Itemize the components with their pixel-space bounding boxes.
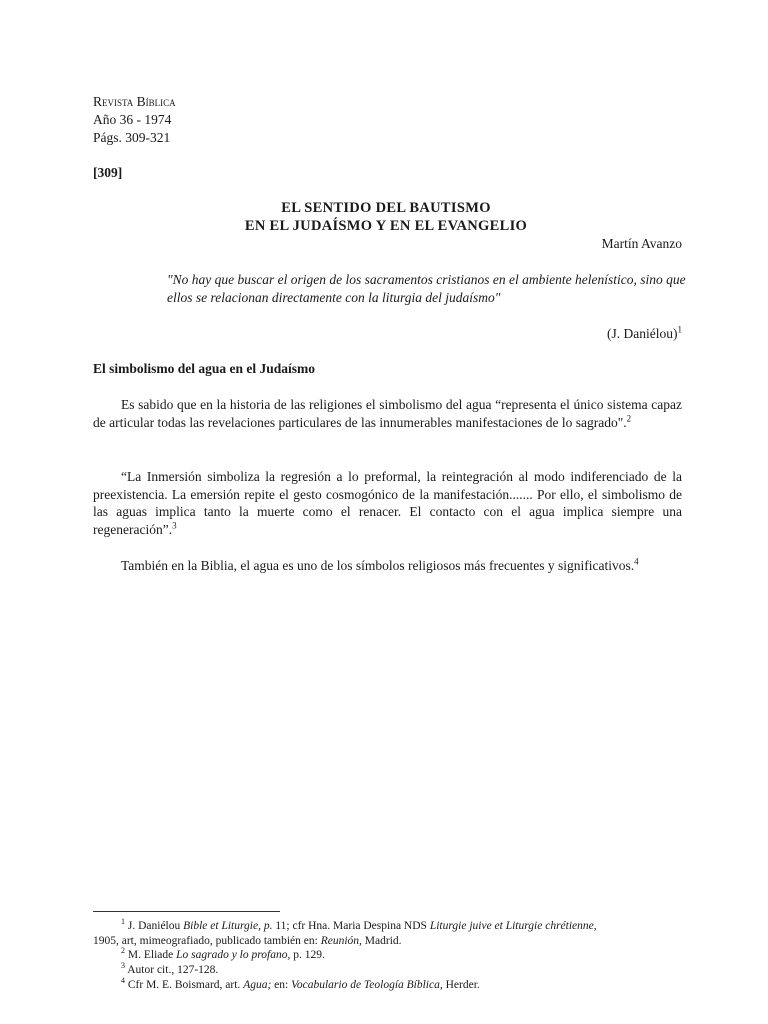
journal-year: Año 36 - 1974 — [93, 112, 172, 127]
footnote-number: 3 — [121, 961, 125, 971]
footnote-2 — [93, 948, 721, 963]
footnote-number: 4 — [121, 976, 125, 986]
footnote-title: Liturgie juive et Liturgie chrétienne, — [429, 920, 597, 932]
paragraph-3 — [93, 557, 682, 575]
footnote-text: Madrid. — [361, 934, 402, 947]
footnote-1 — [93, 919, 693, 948]
footnote-3 — [93, 963, 721, 978]
journal-name: Revista Bíblica — [93, 94, 176, 109]
epigraph-author: (J. Daniélou) — [607, 326, 678, 341]
paragraph-text: También en la Biblia, el agua es uno de los símbolos religiosos más frecuentes y significativos. — [121, 558, 635, 573]
footnote-title: Bible et Liturgie, p. — [183, 920, 273, 932]
footnote-ref-1[interactable]: 1 — [677, 324, 682, 335]
epigraph-attribution — [607, 326, 682, 342]
footnote-1-line-2 — [93, 934, 693, 949]
footnote-title: Vocabulario de Teología Bíblica, — [291, 979, 443, 991]
footnote-title: Reunión, — [320, 934, 362, 947]
footnote-number: 2 — [121, 946, 125, 956]
footnote-ref-3[interactable]: 3 — [172, 520, 177, 530]
paragraph-1 — [93, 396, 682, 431]
footnote-ref-2[interactable]: 2 — [626, 413, 632, 423]
footnote-text: p. 129. — [290, 949, 325, 961]
footnote-text: Cfr M. E. Boismard, art. — [125, 979, 244, 991]
footnote-title: Lo sagrado y lo profano, — [176, 949, 291, 961]
paragraph-text: Es sabido que en la historia de las religiones el simbolismo del agua “representa el único sistema capaz de articular todas las revelaciones particulares de las innumerables manifestaciones de lo sagrado". — [93, 397, 682, 430]
footnote-text: J. Daniélou — [125, 920, 184, 932]
footnote-text: Autor cit., 127-128. — [125, 964, 219, 976]
footnote-text: en: — [271, 979, 292, 991]
article-title-line-2: EN EL JUDAÍSMO Y EN EL EVANGELIO — [244, 218, 528, 234]
footnote-number: 1 — [121, 917, 125, 927]
footnote-text: 11; cfr Hna. Maria Despina NDS — [272, 920, 430, 932]
section-heading: El simbolismo del agua en el Judaísmo — [93, 361, 316, 376]
paragraph-2 — [93, 468, 682, 538]
footnote-text: Herder. — [442, 979, 480, 991]
paragraph-text: “La Inmersión simboliza la regresión a lo preformal, la reintegración al modo indiferenciado de la preexistencia. La emersión repite el gesto cosmogónico de la manifestación....... Por ello, el simbolismo de las aguas implica tanto la muerte como el renacer. El contacto con el agua implica siempre una regeneración”. — [93, 469, 682, 537]
article-author: Martín Avanzo — [601, 236, 682, 251]
footnote-separator — [93, 911, 280, 912]
footnote-1-line-1 — [93, 919, 693, 934]
article-title-line-1: EL SENTIDO DEL BAUTISMO — [281, 200, 491, 216]
footnote-text: 1905, art, mimeografiado, publicado también en: — [93, 934, 321, 947]
journal-pages: Págs. 309-321 — [93, 130, 171, 145]
footnote-text: M. Eliade — [125, 949, 177, 961]
page-marker: [309] — [93, 165, 123, 180]
epigraph-quote: "No hay que buscar el origen de los sacramentos cristianos en el ambiente helenístico, sino que ellos se relacionan directamente con la liturgia del judaísmo" — [167, 272, 686, 305]
footnote-title: Agua; — [243, 979, 272, 991]
footnote-4 — [93, 978, 721, 993]
footnote-ref-4[interactable]: 4 — [634, 556, 639, 567]
